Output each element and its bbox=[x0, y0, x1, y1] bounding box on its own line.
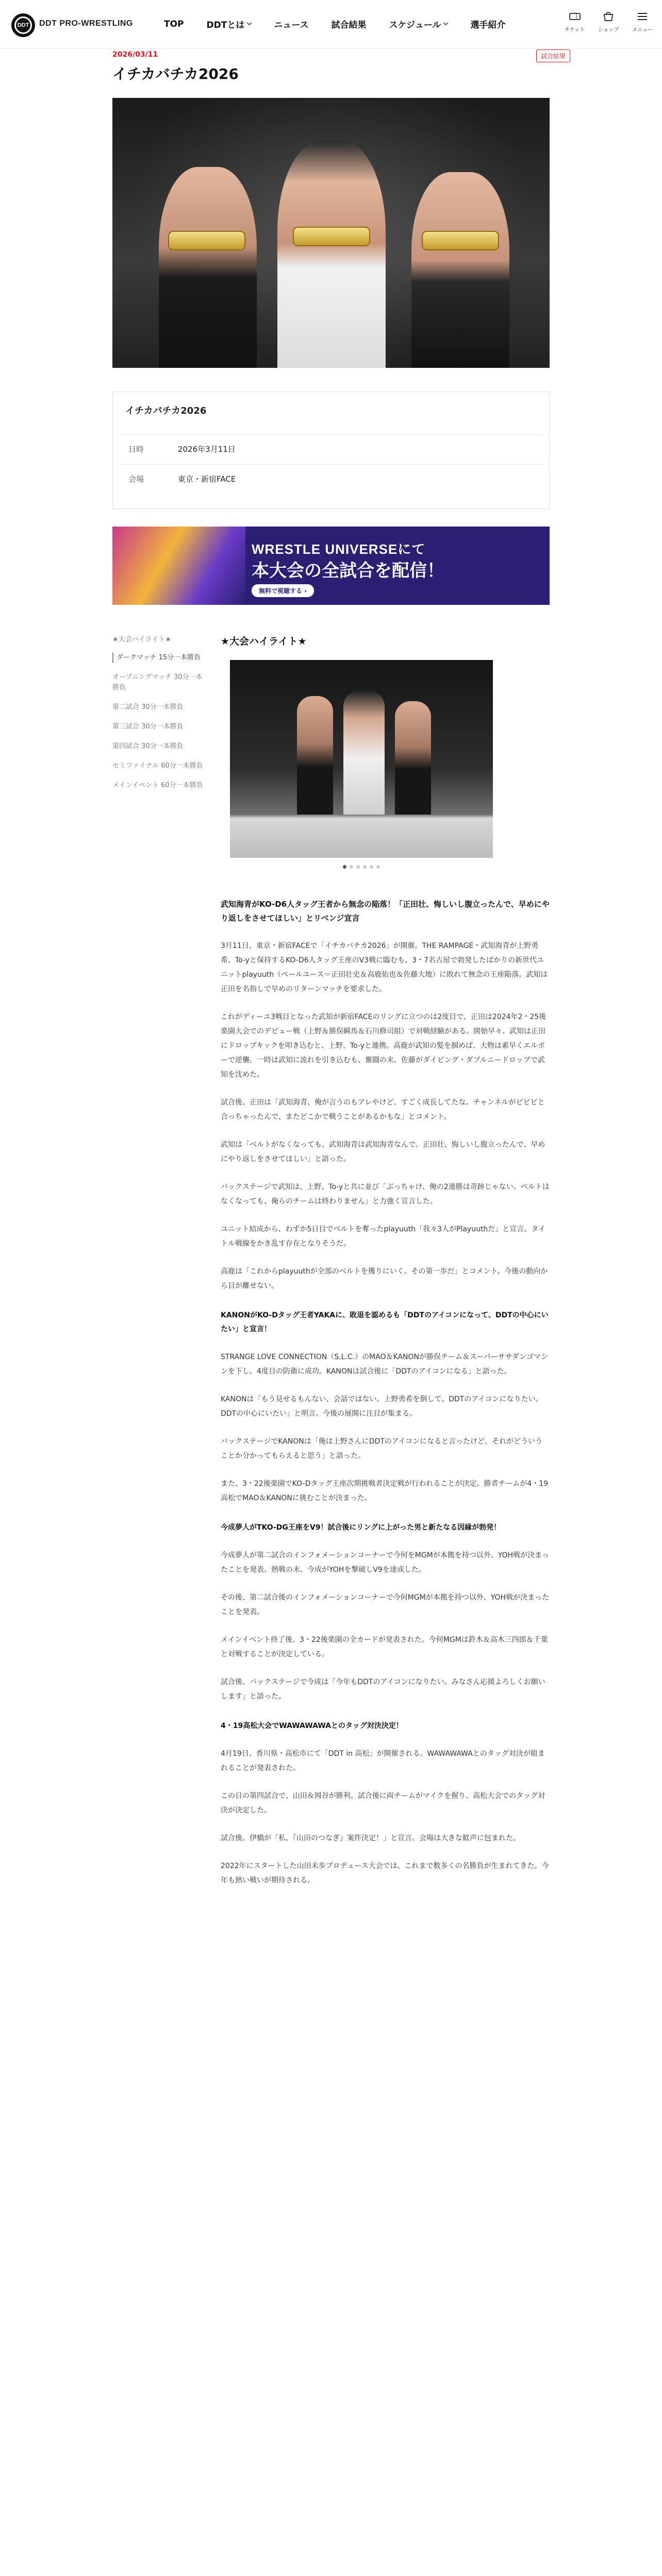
info-value: 東京・新宿FACE bbox=[178, 474, 236, 484]
paragraph: 試合後、バックステージで今成は「今年もDDTのアイコンになりたい。みなさん応援よろしくお願いします」と語った。 bbox=[221, 1678, 545, 1701]
paragraph: バックステージで武知は、上野、To-yと共に並び「ぶっちゃけ、俺の2連勝は奇跡じゃない。ベルトはなくなっても、俺らのチームは終わりません」と力強く宣言した。 bbox=[221, 1183, 550, 1206]
nav-results[interactable] bbox=[332, 18, 367, 30]
shop-button[interactable] bbox=[598, 10, 619, 33]
menu-label: メニュー bbox=[632, 27, 653, 33]
banner-thumbnails bbox=[112, 527, 245, 605]
nav-top[interactable] bbox=[164, 18, 184, 30]
article-body bbox=[221, 634, 550, 1888]
sidebar-item-opening[interactable]: オープニングマッチ 30分一本勝負 bbox=[112, 673, 203, 691]
info-value: 2026年3月11日 bbox=[178, 445, 236, 454]
paragraph: この日の第四試合で、山田＆岡谷が勝利。試合後に両チームがマイクを握り、高松大会でのタッグ対決が決定した。 bbox=[221, 1792, 545, 1815]
carousel-dots bbox=[230, 865, 493, 869]
wrestler-figure bbox=[395, 701, 431, 815]
nav-label: ニュース bbox=[274, 20, 309, 30]
carousel-dot[interactable] bbox=[343, 865, 346, 869]
carousel-dot[interactable] bbox=[363, 865, 367, 869]
sidebar-item-main-event[interactable]: メインイベント 60分一本勝負 bbox=[112, 782, 203, 789]
paragraph: これがディーユ3戦目となった武知が新宿FACEのリングに立つのは2度目で、正田は2024年2・25後楽園大会でのデビュー戦（上野＆勝俣瞬馬＆石川修司組）で対戦経験がある。開始早々、武知は正田にドロップキックを叩き込むと、上野、To-yと連携。高鹿が武知の髪を掴めば、大物は素早くエルボーで逆襲。一時は武知に流れを引き込むも、奮闘の末、佐藤がダイビング・ダブルニードロップで武知を沈めた。 bbox=[221, 1013, 547, 1079]
ticket-icon bbox=[569, 10, 581, 23]
nav-label: DDTとは bbox=[206, 20, 245, 30]
paragraph: 3月11日、東京・新宿FACEで「イチカバチカ2026」が開催。THE RAMPAGE・武知海青が上野勇希、To-yと保持するKO-D6人タッグ王座のV3戦に臨むも、3・7名古屋で勃発したばかりの新世代ユニットplayuuth（ペールユース＝正田壮史＆高鹿佑也＆佐藤大地）に敗れて無念の王座陥落。武知は正田を名指しで早めのリターンマッチを要求した。 bbox=[221, 942, 548, 993]
paragraph: STRANGE LOVE CONNECTION（S.L.C.）のMAO＆KANONが勝俣チーム＆スーパーササダンゴマシンを下し、4度目の防衛に成功。KANONは試合後に「DDTのアイコンになる」と語った。 bbox=[221, 1353, 549, 1376]
wrestler-figure bbox=[159, 167, 257, 368]
shop-icon bbox=[602, 10, 615, 23]
sidebar-heading: ★大会ハイライト★ bbox=[112, 636, 171, 643]
site-logo[interactable] bbox=[11, 13, 35, 37]
sidebar-item-match4[interactable]: 第四試合 30分一本勝負 bbox=[112, 742, 184, 750]
hero-photo bbox=[112, 98, 550, 368]
page-title: イチカバチカ2026 bbox=[112, 65, 239, 82]
sub-heading: 4・19高松大会でWAWAWAWAとのタッグ対決決定！ bbox=[221, 1722, 403, 1730]
nav-label: TOP bbox=[164, 19, 184, 29]
universe-banner[interactable] bbox=[112, 527, 649, 605]
sub-heading: 今成夢人がTKO-DG王座をV9！試合後にリングに上がった男と新たなる因縁が勃発！ bbox=[221, 1523, 501, 1532]
category-badge[interactable]: 試合結果 bbox=[536, 49, 570, 62]
nav-news[interactable] bbox=[274, 18, 308, 30]
carousel-dot[interactable] bbox=[370, 865, 373, 869]
menu-button[interactable] bbox=[632, 10, 653, 33]
carousel-dot[interactable] bbox=[376, 865, 380, 869]
logo-mark: DDT bbox=[14, 16, 32, 34]
chevron-down-icon bbox=[247, 21, 252, 26]
nav-label: 選手紹介 bbox=[470, 20, 506, 30]
paragraph: その後、第二試合後のインフォメーションコーナーで今何MGMが本拠を持つ以外、YOH戦が決まったことを発表。 bbox=[221, 1594, 550, 1616]
info-row-venue bbox=[121, 464, 542, 493]
paragraph: 2022年にスタートした山田未歩プロデュース大会では、これまで数多くの名勝負が生まれてきた。今年も熱い戦いが期待される。 bbox=[221, 1862, 549, 1885]
wrestler-figure bbox=[277, 141, 386, 368]
universe-logo-text: UNIVERSE bbox=[616, 577, 649, 583]
info-row-date bbox=[121, 434, 542, 463]
highlight-sidebar bbox=[112, 634, 203, 800]
nav-roster[interactable] bbox=[470, 18, 505, 30]
ticket-label: チケット bbox=[565, 27, 585, 33]
section-title: ★大会ハイライト★ bbox=[221, 636, 307, 647]
site-header bbox=[0, 0, 662, 48]
wrestler-figure bbox=[343, 691, 385, 815]
main-nav bbox=[164, 18, 505, 30]
lead-heading: 武知海青がKO-D6人タッグ王者から無念の陥落！「正田壮、悔しいし腹立ったんで、早めにやり返しをさせてほしい」とリベンジ宣言 bbox=[221, 900, 550, 923]
sidebar-item-match3[interactable]: 第三試合 30分一本勝負 bbox=[112, 723, 184, 731]
nav-about[interactable] bbox=[207, 18, 252, 30]
sidebar-item-dark-match[interactable]: ダークマッチ 15分一本勝負 bbox=[112, 653, 203, 663]
carousel-dot[interactable] bbox=[350, 865, 353, 869]
highlight-photo[interactable] bbox=[230, 660, 493, 858]
info-key: 会場 bbox=[128, 474, 144, 484]
paragraph: 武知は「ベルトがなくなっても、武知海青は武知海青なんで。正田壮、悔しいし腹立ったんで、早めにやり返しをさせてほしい」と語った。 bbox=[221, 1141, 545, 1163]
wrestler-figure bbox=[297, 696, 333, 815]
banner-title: WRESTLE UNIVERSEにて bbox=[252, 541, 426, 557]
paragraph: メインイベント終了後、3・22後楽園の全カードが発表された。今何MGMは鈴木＆高木三四郎＆千葉と対戦することが決定している。 bbox=[221, 1636, 548, 1658]
event-info-title: イチカバチカ2026 bbox=[125, 405, 207, 416]
paragraph: また、3・22後楽園でKO-Dタッグ王座次期挑戦者決定戦が行われることが決定。勝者チームが4・19高松でMAO＆KANONに挑むことが決まった。 bbox=[221, 1480, 549, 1502]
event-info bbox=[112, 392, 550, 509]
paragraph: 試合後、正田は「武知海青、俺が言うのもアレやけど、すごく成長してたな。チャンネルがビビビと合っちゃったんで、またどこかで戦うことがあるかもな」とコメント。 bbox=[221, 1098, 545, 1121]
article-date: 2026/03/11 bbox=[112, 50, 158, 59]
championship-belt bbox=[422, 231, 499, 250]
wrestler-figure bbox=[411, 172, 509, 368]
paragraph: 今成夢人が第二試合のインフォメーションコーナーで今何をMGMが本拠を持つ以外、YOH戦が決まったことを発表。熱戦の末、今成がYOHを撃破しV9を達成した。 bbox=[221, 1551, 550, 1574]
sub-heading: KANONがKO-Dタッグ王者YAKAに、敗退を認めるも「DDTのアイコンになって、DDTの中心にいたい」と宣言！ bbox=[221, 1311, 549, 1333]
chevron-down-icon bbox=[443, 21, 449, 26]
header-icons bbox=[565, 10, 653, 33]
menu-icon bbox=[636, 10, 649, 23]
championship-belt bbox=[293, 227, 370, 246]
ticket-button[interactable] bbox=[565, 10, 585, 33]
nav-label: スケジュール bbox=[389, 20, 441, 30]
championship-belt bbox=[168, 231, 245, 250]
paragraph: ユニット結成から、わずか5日目でベルトを奪ったplayuuth「我々3人がPlayuuthだ」と宣言。タイトル戦線をかき乱す存在となりそうだ。 bbox=[221, 1225, 546, 1248]
banner-watch-button[interactable]: 無料で視聴する › bbox=[252, 584, 314, 597]
nav-schedule[interactable] bbox=[389, 18, 448, 30]
logo-text[interactable]: DDT PRO-WRESTLING bbox=[39, 19, 133, 28]
universe-logo-icon: ▶ bbox=[622, 544, 651, 573]
banner-subtitle: 本大会の全試合を配信！ bbox=[252, 561, 444, 581]
sidebar-item-match2[interactable]: 第二試合 30分一本勝負 bbox=[112, 703, 184, 711]
carousel-dot[interactable] bbox=[356, 865, 360, 869]
paragraph: 高鹿は「これからplayuuthが全部のベルトを獲りにいく。その第一歩だ」とコメント。今後の動向から目が離せない。 bbox=[221, 1267, 548, 1290]
shop-label: ショップ bbox=[598, 27, 619, 33]
paragraph: 試合後、伊橋が「私、『山田のつなぎ』案件決定！」と宣言。会場は大きな歓声に包まれた。 bbox=[221, 1834, 520, 1842]
info-key: 日時 bbox=[128, 445, 144, 454]
paragraph: 4月19日、香川県・高松市にて「DDT in 高松」が開催される。WAWAWAWAとのタッグ対決が組まれることが発表された。 bbox=[221, 1750, 545, 1772]
sidebar-item-semifinal[interactable]: セミファイナル 60分一本勝負 bbox=[112, 762, 203, 770]
paragraph: バックステージでKANONは「俺は上野さんにDDTのアイコンになると言ったけど、それがどういうことか分かってもらえると思う」と語った。 bbox=[221, 1437, 543, 1460]
paragraph: KANONは「もう見せるもんない、会話ではない。上野勇希を倒して、DDTのアイコンになりたい。DDTの中心にいたい」と明言。今後の展開に注目が集まる。 bbox=[221, 1395, 543, 1418]
nav-label: 試合結果 bbox=[331, 20, 367, 30]
